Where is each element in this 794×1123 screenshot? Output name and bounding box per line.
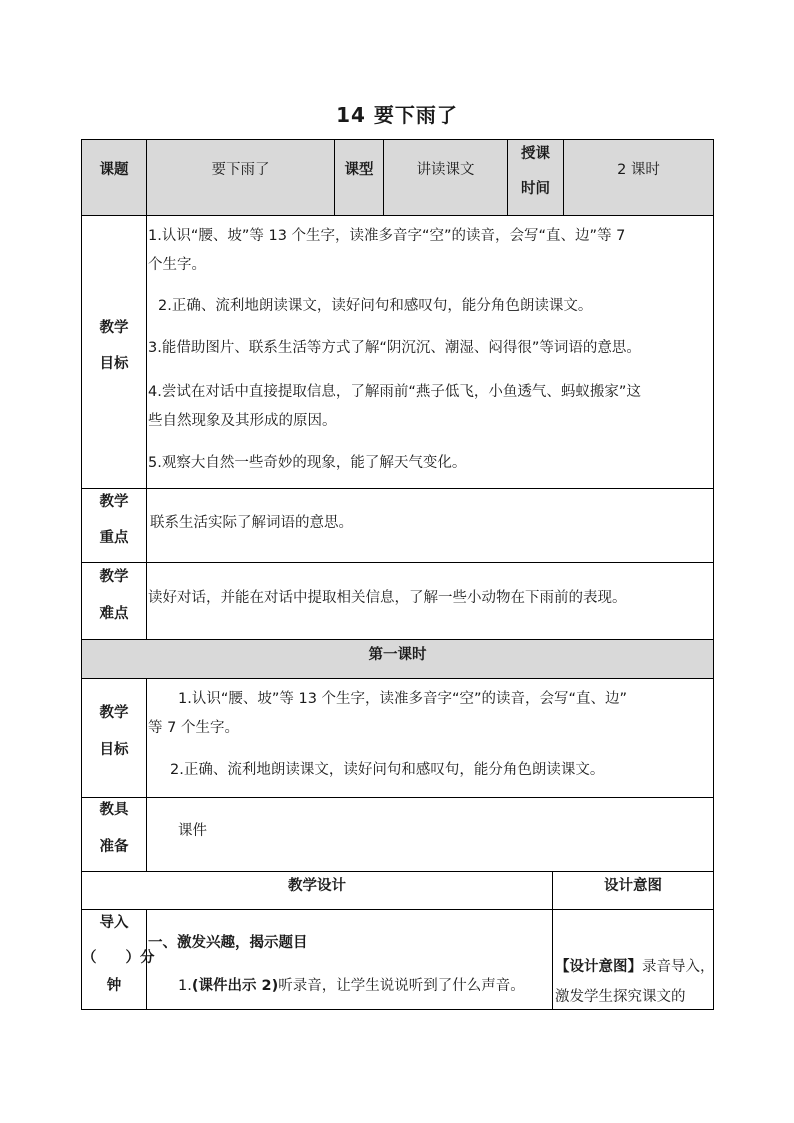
intent-header: 设计意图 [604, 878, 662, 894]
lesson-goal-line: 2.正确、流利地朗读课文，读好问句和感叹句，能分角色朗读课文。 [170, 762, 605, 778]
keypoints-label-line2: 重点 [99, 530, 129, 546]
goal-line: 4.尝试在对话中直接提取信息，了解雨前“燕子低飞，小鱼透气、蚂蚁搬家”这 [148, 384, 641, 400]
step1-prefix: 1. [178, 978, 192, 994]
goal-line: 1.认识“腰、坡”等 13 个生字，读准多音字“空”的读音，会写“直、边”等 7 [148, 228, 626, 244]
topic-label: 课题 [99, 162, 129, 178]
intent-text-line1 [555, 957, 715, 977]
type-value: 讲读课文 [416, 162, 475, 178]
intro-label-line1: 导入 [99, 915, 129, 931]
tools-label-line2: 准备 [99, 839, 129, 855]
time-label-line1: 授课 [521, 146, 550, 162]
step-title: 一、激发兴趣，揭示题目 [148, 935, 308, 951]
difficulties-label-line1: 教学 [99, 569, 129, 585]
step1-rest: 听录音，让学生说说听到了什么声音。 [278, 978, 525, 994]
lesson-goal-line: 1.认识“腰、坡”等 13 个生字，读准多音字“空”的读音，会写“直、边” [178, 691, 628, 707]
section-title: 第一课时 [368, 647, 427, 663]
intent-bold: 【设计意图】 [555, 959, 642, 975]
difficulties-text: 读好对话，并能在对话中提取相关信息，了解一些小动物在下雨前的表现。 [148, 590, 627, 606]
keypoints-label-line1: 教学 [99, 494, 129, 510]
tools-text: 课件 [178, 823, 207, 839]
keypoints-text: 联系生活实际了解词语的意思。 [150, 515, 353, 531]
difficulties-label-line2: 难点 [99, 606, 129, 622]
topic-value: 要下雨了 [211, 162, 270, 178]
design-header: 教学设计 [288, 878, 346, 894]
goal-line: 2.正确、流利地朗读课文，读好问句和感叹句，能分角色朗读课文。 [158, 298, 593, 314]
lesson-goal-line: 等 7 个生字。 [148, 720, 239, 736]
type-label: 课型 [344, 162, 374, 178]
goal-line: 个生字。 [148, 257, 206, 273]
lesson-goals-label-line2: 目标 [99, 742, 129, 758]
goal-line: 5.观察大自然一些奇妙的现象，能了解天气变化。 [148, 455, 467, 471]
intent-text-line2: 激发学生探究课文的 [555, 989, 686, 1005]
time-label-line2: 时间 [521, 181, 550, 197]
tools-label-line1: 教具 [99, 802, 129, 818]
goals-label-line2: 目标 [99, 356, 129, 372]
step1-bold: (课件出示 2) [191, 978, 279, 994]
intent-text: 录音导入， [642, 959, 715, 975]
document-title: 14 要下雨了 [336, 103, 458, 127]
step1-text [178, 976, 525, 996]
goals-label-line1: 教学 [99, 320, 129, 336]
lesson-goals-label-line1: 教学 [99, 705, 129, 721]
goal-line: 3.能借助图片、联系生活等方式了解“阴沉沉、潮湿、闷得很”等词语的意思。 [148, 340, 641, 356]
time-value: 2 课时 [617, 162, 660, 178]
goal-line: 些自然现象及其形成的原因。 [148, 413, 337, 429]
intro-label-line2: （ ）分 [82, 950, 155, 966]
intro-label-line3: 钟 [106, 978, 122, 994]
